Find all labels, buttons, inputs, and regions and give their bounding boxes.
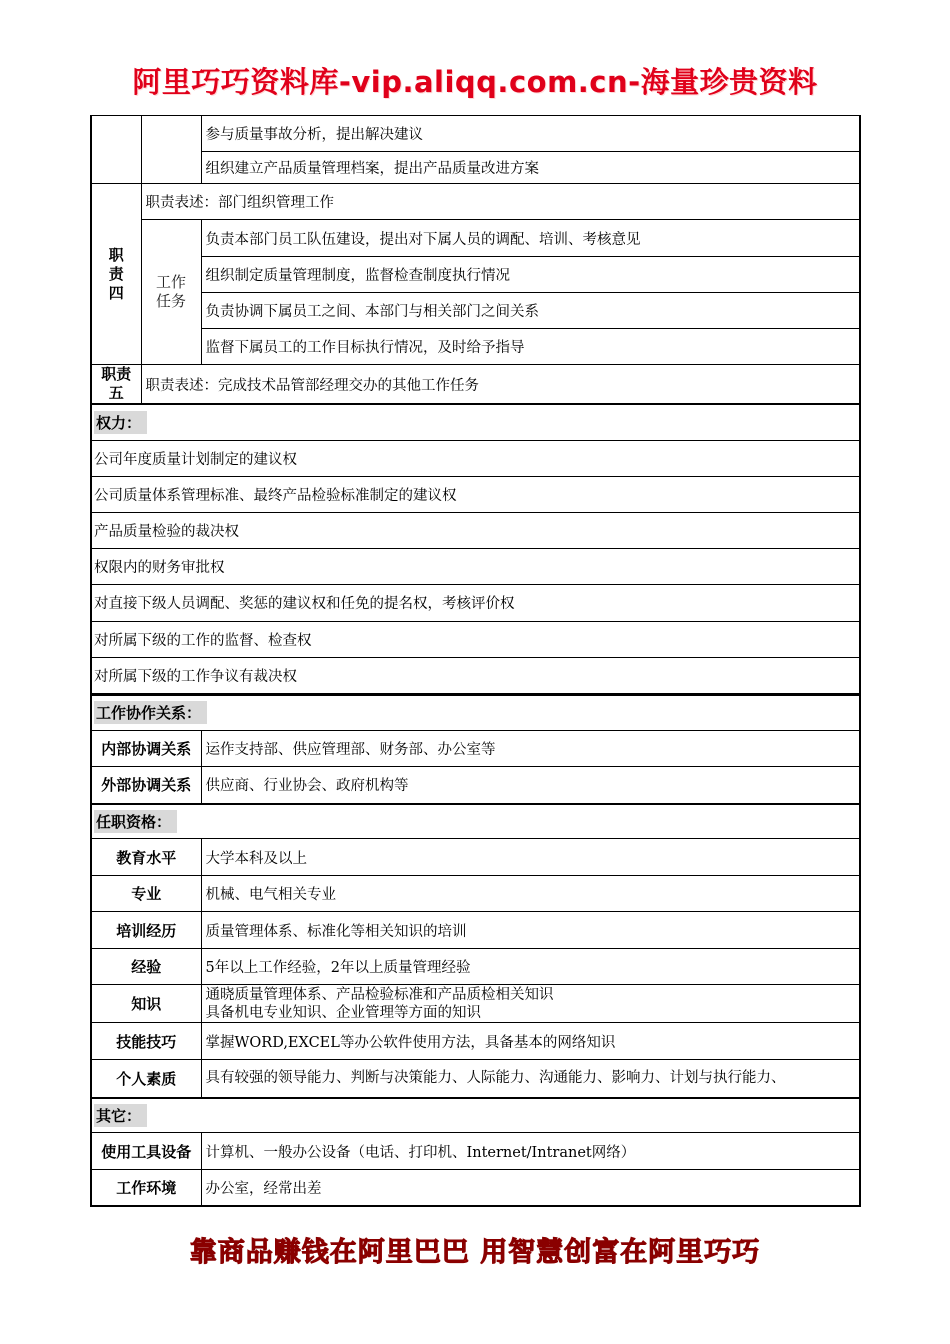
table-row (91, 912, 860, 949)
duty-continued-label-cell (91, 116, 141, 184)
authority-title: 权力： (94, 411, 147, 434)
qualification-label: 教育水平 (91, 839, 201, 876)
relation-value: 供应商、行业协会、政府机构等 (201, 767, 860, 804)
table-row (91, 184, 860, 220)
list-item (91, 657, 860, 693)
qualification-value: 具有较强的领导能力、判断与决策能力、人际能力、沟通能力、影响力、计划与执行能力、 (201, 1060, 860, 1098)
qualifications-title: 任职资格： (94, 810, 177, 833)
relations-title: 工作协作关系： (94, 701, 207, 724)
table-row (91, 1170, 860, 1206)
relation-value: 运作支持部、供应管理部、财务部、办公室等 (201, 731, 860, 767)
task-text: 组织制定质量管理制度，监督检查制度执行情况 (201, 257, 860, 293)
qualification-value: 机械、电气相关专业 (201, 876, 860, 912)
qualification-label: 技能技巧 (91, 1023, 201, 1060)
other-value: 计算机、一般办公设备（电话、打印机、Internet/Intranet网络） (201, 1133, 860, 1170)
knowledge-line-2: 具备机电专业知识、企业管理等方面的知识 (205, 1004, 481, 1021)
table-row (91, 985, 860, 1023)
table-row (91, 152, 860, 184)
qualification-label: 培训经历 (91, 912, 201, 949)
table-row (91, 1060, 860, 1098)
task-text: 参与质量事故分析，提出解决建议 (201, 116, 860, 152)
table-row (91, 116, 860, 152)
section-header-row (91, 695, 860, 731)
table-row (91, 1023, 860, 1060)
table-row (91, 767, 860, 804)
list-item (91, 440, 860, 476)
duty5-description: 职责表述：完成技术品管部经理交办的其他工作任务 (141, 365, 860, 405)
duty4-task-label: 工作 任务 (141, 220, 201, 365)
qualification-label: 经验 (91, 949, 201, 985)
table-row (91, 220, 860, 257)
qualification-value: 掌握WORD,EXCEL等办公软件使用方法，具备基本的网络知识 (201, 1023, 860, 1060)
section-header-row (91, 404, 860, 440)
other-title: 其它： (94, 1104, 147, 1127)
task-text: 监督下属员工的工作目标执行情况，及时给予指导 (201, 329, 860, 365)
list-item (91, 548, 860, 584)
footer-banner: 靠商品赚钱在阿里巴巴 用智慧创富在阿里巧巧 (189, 1237, 761, 1268)
authority-item: 公司年度质量计划制定的建议权 (91, 440, 860, 476)
list-item (91, 512, 860, 548)
job-description-table (90, 115, 859, 1207)
task-text: 负责协调下属员工之间、本部门与相关部门之间关系 (201, 293, 860, 329)
table-row (91, 1133, 860, 1170)
relation-label: 内部协调关系 (91, 731, 201, 767)
other-value: 办公室，经常出差 (201, 1170, 860, 1206)
table-row (91, 329, 860, 365)
knowledge-line-1: 通晓质量管理体系、产品检验标准和产品质检相关知识 (205, 986, 554, 1003)
task-text: 负责本部门员工队伍建设，提出对下属人员的调配、培训、考核意见 (201, 220, 860, 257)
section-header-row (91, 804, 860, 839)
qualification-value: 质量管理体系、标准化等相关知识的培训 (201, 912, 860, 949)
list-item (91, 621, 860, 657)
task-text: 组织建立产品质量管理档案，提出产品质量改进方案 (201, 152, 860, 184)
authority-item: 对所属下级的工作的监督、检查权 (91, 621, 860, 657)
list-item (91, 584, 860, 621)
qualification-label: 个人素质 (91, 1060, 201, 1098)
authority-item: 产品质量检验的裁决权 (91, 512, 860, 548)
table-row (91, 293, 860, 329)
relation-label: 外部协调关系 (91, 767, 201, 804)
qualification-value: 大学本科及以上 (201, 839, 860, 876)
qualification-value: 5年以上工作经验，2年以上质量管理经验 (201, 949, 860, 985)
table-row (91, 876, 860, 912)
qualification-value (201, 985, 860, 1023)
header-banner: 阿里巧巧资料库-vip.aliqq.com.cn-海量珍贵资料 (132, 65, 818, 99)
table-row (91, 731, 860, 767)
section-header-row (91, 1098, 860, 1133)
duty5-label: 职责 五 (91, 365, 141, 405)
duty4-description: 职责表述：部门组织管理工作 (141, 184, 860, 220)
authority-item: 对所属下级的工作争议有裁决权 (91, 657, 860, 693)
table-row (91, 839, 860, 876)
authority-item: 权限内的财务审批权 (91, 548, 860, 584)
other-label: 使用工具设备 (91, 1133, 201, 1170)
table-row (91, 365, 860, 405)
other-label: 工作环境 (91, 1170, 201, 1206)
authority-item: 公司质量体系管理标准、最终产品检验标准制定的建议权 (91, 476, 860, 512)
qualification-label: 知识 (91, 985, 201, 1023)
duty4-label: 职 责 四 (91, 184, 141, 365)
table-row (91, 257, 860, 293)
list-item (91, 476, 860, 512)
qualification-label: 专业 (91, 876, 201, 912)
duty-continued-sub-cell (141, 116, 201, 184)
table-row (91, 949, 860, 985)
authority-item: 对直接下级人员调配、奖惩的建议权和任免的提名权，考核评价权 (91, 584, 860, 621)
